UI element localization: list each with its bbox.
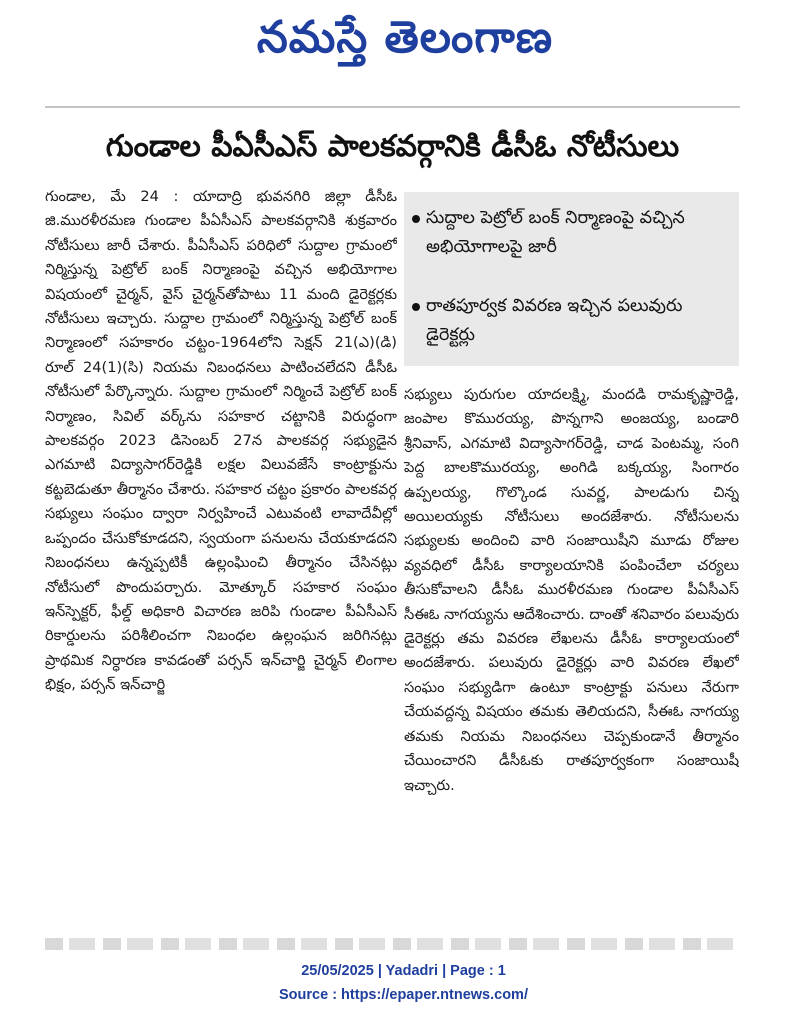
article-headline: గుండాల పీఏసీఎస్ పాలకవర్గానికి డీసీఓ నోటీసులు xyxy=(105,129,680,164)
footer-date-page: 25/05/2025 | Yadadri | Page : 1 xyxy=(301,963,506,979)
footer-source: Source : https://epaper.ntnews.com/ xyxy=(279,987,528,1003)
highlight-item xyxy=(412,204,730,262)
article-body-right: సభ్యులు పురుగుల యాదలక్ష్మి, మందడి రామకృష్ణారెడ్డి, జంపాల కొమురయ్య, పొన్నగాని అంజయ్య, బండారి శ్రీనివాస్, ఎగమాటి విద్యాసాగర్‌రెడ్డి, చాడ పెంటమ్మ, సంగి పెద్ద బాలకొమురయ్య, అంగిడి బక్కయ్య, సింగారం ఉప్పలయ్య, గొల్కొండ సువర్ణ, పాలడుగు చిన్న అయిలయ్యకు నోటీసులు అందజేశారు. నోటీసులను సభ్యులకు అందించి వారి సంజాయిషీని మూడు రోజుల వ్యవధిలో డీసీఓ కార్యాలయానికి పంపించేలా చర్యలు తీసుకోవాలని డీసీఓ మురళీరమణ గుండాల పీఏసీఎస్ సీఈఓ నాగయ్యను ఆదేశించారు. దాంతో శనివారం పలువురు డైరెక్టర్లు తమ వివరణ లేఖలను డీసీఓ కార్యాలయంలో అందజేశారు. పలువురు డైరెక్టర్లు వారి వివరణ లేఖలో సంఘం సభ్యుడిగా ఉంటూ కాంట్రాక్టు పనులు నేరుగా చేయవద్దన్న విషయం తమకు తెలియదని, సీఈఓ నాగయ్య తమకు నియమ నిబంధనలు చెప్పకుండానే తీర్మానం చేయించారని డీసీఓకు రాతపూర్వకంగా సంజాయిషీ ఇచ్చారు. xyxy=(404,386,739,794)
masthead-divider xyxy=(45,106,740,108)
article-column-right xyxy=(404,383,739,915)
highlight-text: సుద్దాల పెట్రోల్ బంక్ నిర్మాణంపై వచ్చిన అభియోగాలపై జారీ xyxy=(426,208,685,257)
article-column-left xyxy=(45,185,397,935)
cut-off-text-strip xyxy=(45,938,740,950)
highlight-box xyxy=(404,192,739,366)
bullet-icon xyxy=(412,303,420,311)
article-body-left: గుండాల, మే 24 : యాదాద్రి భువనగిరి జిల్లా డీసీఓ జి.మురళీరమణ గుండాల పీఏసీఎస్ పాలకవర్గానికి శుక్రవారం నోటీసులు జారీ చేశారు. పీఏసీఎస్ పరిధిలో సుద్దాల గ్రామంలో నిర్మిస్తున్న పెట్రోల్ బంక్ నిర్మాణంపై వచ్చిన అభియోగాల విషయంలో చైర్మన్, వైస్ చైర్మన్‌తోపాటు 11 మంది డైరెక్టర్లకు నోటీసులు ఇచ్చారు. సుద్దాల గ్రామంలో నిర్మిస్తున్న పెట్రోల్ బంక్ నిర్మాణంలో సహకారం చట్టం-1964లోని సెక్షన్ 21(ఎ)(డి) రూల్ 24(1)(సి) నియమ నిబంధనలు పాటించలేదని డీసీఓ నోటీసులో పేర్కొన్నారు. సుద్దాల గ్రామంలో నిర్మించే పెట్రోల్ బంక్ నిర్మాణం, సివిల్ వర్క్‌ను సహకార చట్టానికి విరుద్ధంగా పాలకవర్గం 2023 డిసెంబర్ 27న పాలకవర్గ సభ్యుడైన ఎగమాటి విద్యాసాగర్‌రెడ్డికి లక్షల విలువజేసే కాంట్రాక్టును కట్టబెడుతూ తీర్మానం చేశారు. సహకార చట్టం ప్రకారం పాలకవర్గ సభ్యులు సంఘం ద్వారా నిర్వహించే ఎటువంటి లావాదేవీల్లో ఒప్పందం చేసుకోకూడదని, స్వయంగా పనులను చేయకూడదని నిబంధనలు ఉన్నప్పటికీ ఉల్లంఘించి తీర్మానం చేసినట్లు నోటీసులో పొందుపర్చారు. మోత్కూర్ సహకార సంఘం ఇన్‌స్పెక్టర్, ఫీల్డ్ అధికారి విచారణ జరిపి గుండాల పీఏసీఎస్ రికార్డులను పరిశీలించగా నిబంధల ఉల్లంఘన జరిగినట్లు ప్రాథమిక నిర్ధారణ కావడంతో పర్సన్ ఇన్‌చార్జి చైర్మన్ లింగాల భిక్షం, పర్సన్ ఇన్‌చార్జి xyxy=(45,188,397,694)
newspaper-masthead: నమస్తే తెలంగాణ xyxy=(256,12,554,63)
bullet-icon xyxy=(412,215,420,223)
highlight-text: రాతపూర్వక వివరణ ఇచ్చిన పలువురు డైరెక్టర్లు xyxy=(426,296,683,345)
highlight-item xyxy=(412,292,730,350)
